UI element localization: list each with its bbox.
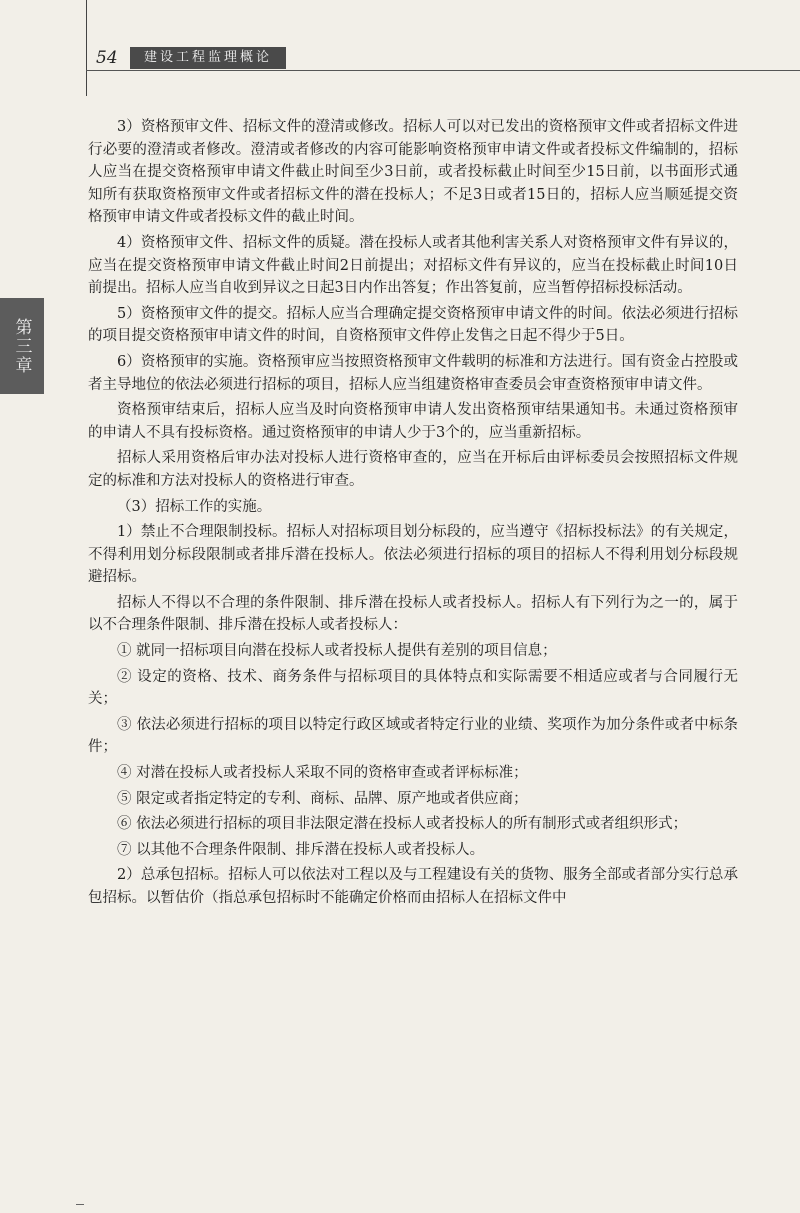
header-horizontal-rule	[86, 70, 800, 71]
list-item: ③ 依法必须进行招标的项目以特定行政区域或者特定行业的业绩、奖项作为加分条件或者中标条件；	[88, 716, 738, 756]
paragraph: 招标人不得以不合理的条件限制、排斥潜在投标人或者投标人。招标人有下列行为之一的，属于以不合理条件限制、排斥潜在投标人或者投标人：	[88, 594, 738, 634]
footer-mark	[76, 1204, 84, 1205]
section-heading: （3）招标工作的实施。	[117, 498, 272, 515]
chapter-tab: 第三章	[0, 298, 44, 394]
list-item: ④ 对潜在投标人或者投标人采取不同的资格审查或者评标标准；	[117, 765, 528, 782]
list-item: ⑥ 依法必须进行招标的项目非法限定潜在投标人或者投标人的所有制形式或者组织形式；	[117, 816, 688, 833]
list-item: ① 就同一招标项目向潜在投标人或者投标人提供有差别的项目信息；	[117, 643, 557, 660]
paragraph: 1）禁止不合理限制投标。招标人对招标项目划分标段的，应当遵守《招标投标法》的有关规定，不得利用划分标段限制或者排斥潜在投标人。依法必须进行招标的项目的招标人不得利用划分标段规避招标。	[88, 524, 738, 586]
paragraph: 3）资格预审文件、招标文件的澄清或修改。招标人可以对已发出的资格预审文件或者招标文件进行必要的澄清或者修改。澄清或者修改的内容可能影响资格预审申请文件或者投标文件编制的，招标人应当在提交资格预审申请文件截止时间至少3日前，或者投标截止时间至少15日前，以书面形式通知所有获取资格预审文件或者招标文件的潜在投标人；不足3日或者15日的，招标人应当顺延提交资格预审申请文件或者投标文件的截止时间。	[88, 119, 738, 226]
paragraph: 6）资格预审的实施。资格预审应当按照资格预审文件载明的标准和方法进行。国有资金占控股或者主导地位的依法必须进行招标的项目，招标人应当组建资格审查委员会审查资格预审申请文件。	[88, 353, 738, 393]
paragraph: 招标人采用资格后审办法对投标人进行资格审查的，应当在开标后由评标委员会按照招标文件规定的标准和方法对投标人的资格进行审查。	[88, 450, 738, 489]
paragraph: 4）资格预审文件、招标文件的质疑。潜在投标人或者其他利害关系人对资格预审文件有异议的，应当在提交资格预审申请文件截止时间2日前提出；对招标文件有异议的，应当在投标截止时间10日前提出。招标人应当自收到异议之日起3日内作出答复；作出答复前，应当暂停招标投标活动。	[88, 234, 738, 297]
body-text	[88, 116, 738, 913]
list-item: ⑦ 以其他不合理条件限制、排斥潜在投标人或者投标人。	[117, 841, 485, 858]
paragraph: 资格预审结束后，招标人应当及时向资格预审申请人发出资格预审结果通知书。未通过资格预审的申请人不具有投标资格。通过资格预审的申请人少于3个的，应当重新招标。	[88, 402, 738, 441]
paragraph: 2）总承包招标。招标人可以依法对工程以及与工程建设有关的货物、服务全部或者部分实行总承包招标。以暂估价（指总承包招标时不能确定价格而由招标人在招标文件中	[88, 867, 738, 906]
paragraph: 5）资格预审文件的提交。招标人应当合理确定提交资格预审申请文件的时间。依法必须进行招标的项目提交资格预审申请文件的时间，自资格预审文件停止发售之日起不得少于5日。	[88, 305, 738, 345]
book-title-banner: 建设工程监理概论	[130, 47, 286, 69]
list-item: ⑤ 限定或者指定特定的专利、商标、品牌、原产地或者供应商；	[117, 790, 528, 807]
list-item: ② 设定的资格、技术、商务条件与招标项目的具体特点和实际需要不相适应或者与合同履行无关；	[88, 668, 738, 708]
page-number: 54	[96, 48, 118, 68]
header-vertical-rule	[86, 0, 87, 96]
